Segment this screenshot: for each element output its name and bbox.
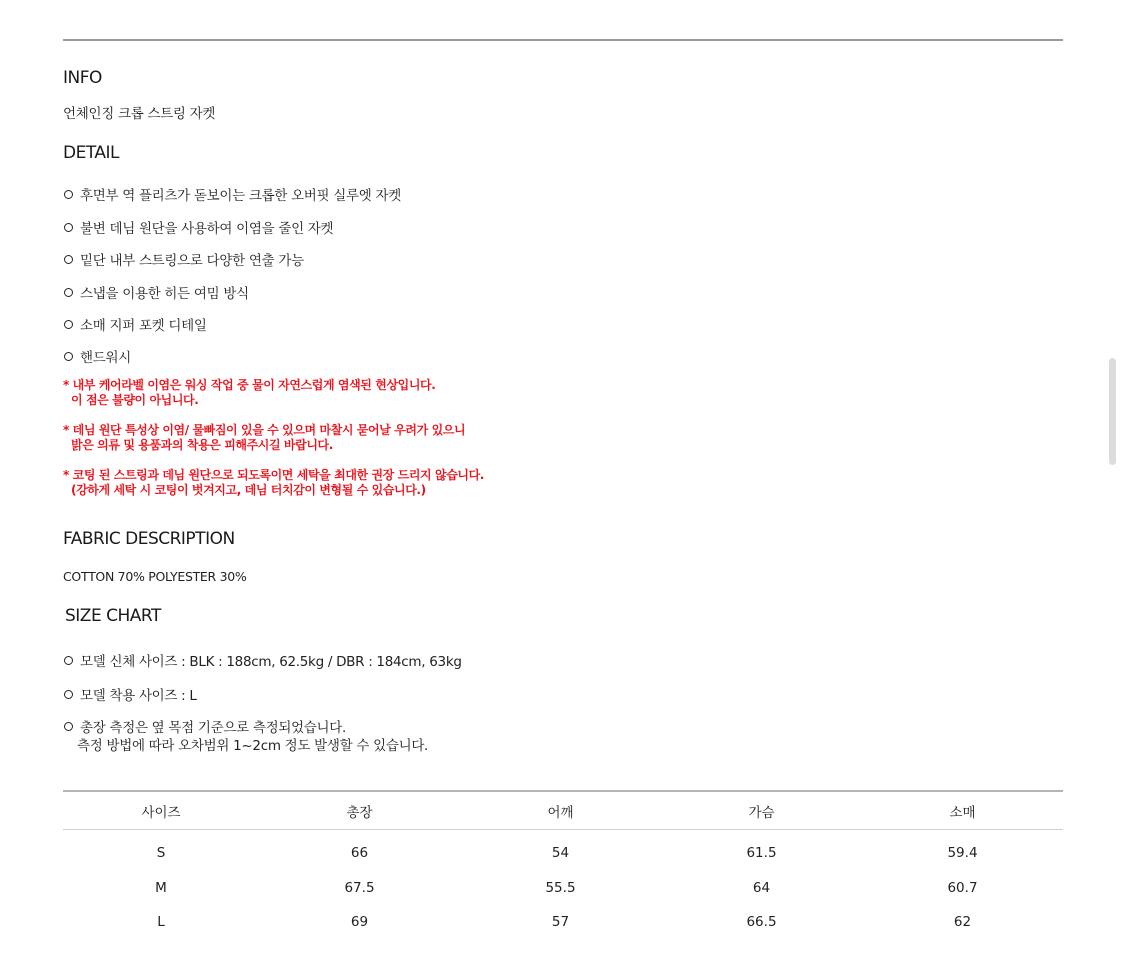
table-header-cell: 가슴 [661,791,862,830]
table-cell: L [157,914,165,931]
circle-bullet-icon [64,223,73,232]
fabric-title: FABRIC DESCRIPTION [63,529,235,549]
table-cell: 62 [953,914,972,931]
circle-bullet-icon [64,190,73,199]
detail-item: 불변 데님 원단을 사용하여 이염을 줄인 자켓 [64,217,333,237]
table-header-cell: 총장 [259,791,460,830]
circle-bullet-icon [64,656,73,665]
warning-note: * 내부 케어라벨 이염은 워싱 작업 중 물이 자연스럽게 염색된 현상입니다. 이 점은 불량이 아닙니다. [63,378,436,407]
detail-item: 스냅을 이용한 히든 여밈 방식 [64,282,249,302]
size-note: 총장 측정은 옆 목점 기준으로 측정되었습니다. 측정 방법에 따라 오차범위 1~2cm 정도 발생할 수 있습니다. [64,719,428,755]
table-row [63,871,1063,906]
info-text: 언체인징 크롭 스트링 자켓 [63,106,216,122]
table-cell: 61.5 [746,845,777,862]
table-cell: 66.5 [746,914,777,931]
table-cell: 59.4 [947,845,978,862]
size-note: 모델 신체 사이즈 : BLK : 188cm, 62.5kg / DBR : 184cm, 63kg [64,650,462,670]
table-cell: 67.5 [344,879,375,896]
detail-item: 핸드워시 [64,346,131,366]
circle-bullet-icon [64,320,73,329]
detail-item: 후면부 역 플리츠가 돋보이는 크롭한 오버핏 실루엣 자켓 [64,184,401,204]
warning-note: * 코팅 된 스트링과 데님 원단으로 되도록이면 세탁을 최대한 권장 드리지 않습니다. (강하게 세탁 시 코팅이 벗겨지고, 데님 터치감이 변형될 수 있습니다.) [63,468,484,497]
size-note: 모델 착용 사이즈 : L [64,684,197,704]
circle-bullet-icon [64,722,73,731]
size-table [63,790,1063,940]
table-header-cell: 소매 [862,791,1063,830]
detail-title: DETAIL [63,143,120,163]
table-cell: M [155,879,167,896]
table-row [63,830,1063,871]
circle-bullet-icon [64,255,73,264]
fabric-text: COTTON 70% POLYESTER 30% [63,569,247,584]
table-cell: 57 [551,914,570,931]
size-chart-title: SIZE CHART [65,606,161,626]
table-cell: 64 [752,879,771,896]
table-header-row [63,791,1063,830]
circle-bullet-icon [64,288,73,297]
detail-item: 소매 지퍼 포켓 디테일 [64,314,207,334]
table-cell: S [156,845,166,862]
table-header-cell: 사이즈 [63,791,259,830]
circle-bullet-icon [64,690,73,699]
table-cell: 55.5 [545,879,576,896]
circle-bullet-icon [64,352,73,361]
table-cell: 66 [350,845,369,862]
top-divider [63,39,1063,41]
scrollbar-thumb[interactable] [1109,358,1116,465]
table-cell: 54 [551,845,570,862]
detail-item: 밑단 내부 스트링으로 다양한 연출 가능 [64,249,304,269]
table-cell: 60.7 [947,879,978,896]
warning-note: * 데님 원단 특성상 이염/ 물빠짐이 있을 수 있으며 마찰시 묻어날 우려가 있으니 밝은 의류 및 용품과의 착용은 피해주시길 바랍니다. [63,423,466,452]
table-row [63,905,1063,940]
info-title: INFO [63,68,102,88]
table-header-cell: 어깨 [460,791,661,830]
table-cell: 69 [350,914,369,931]
